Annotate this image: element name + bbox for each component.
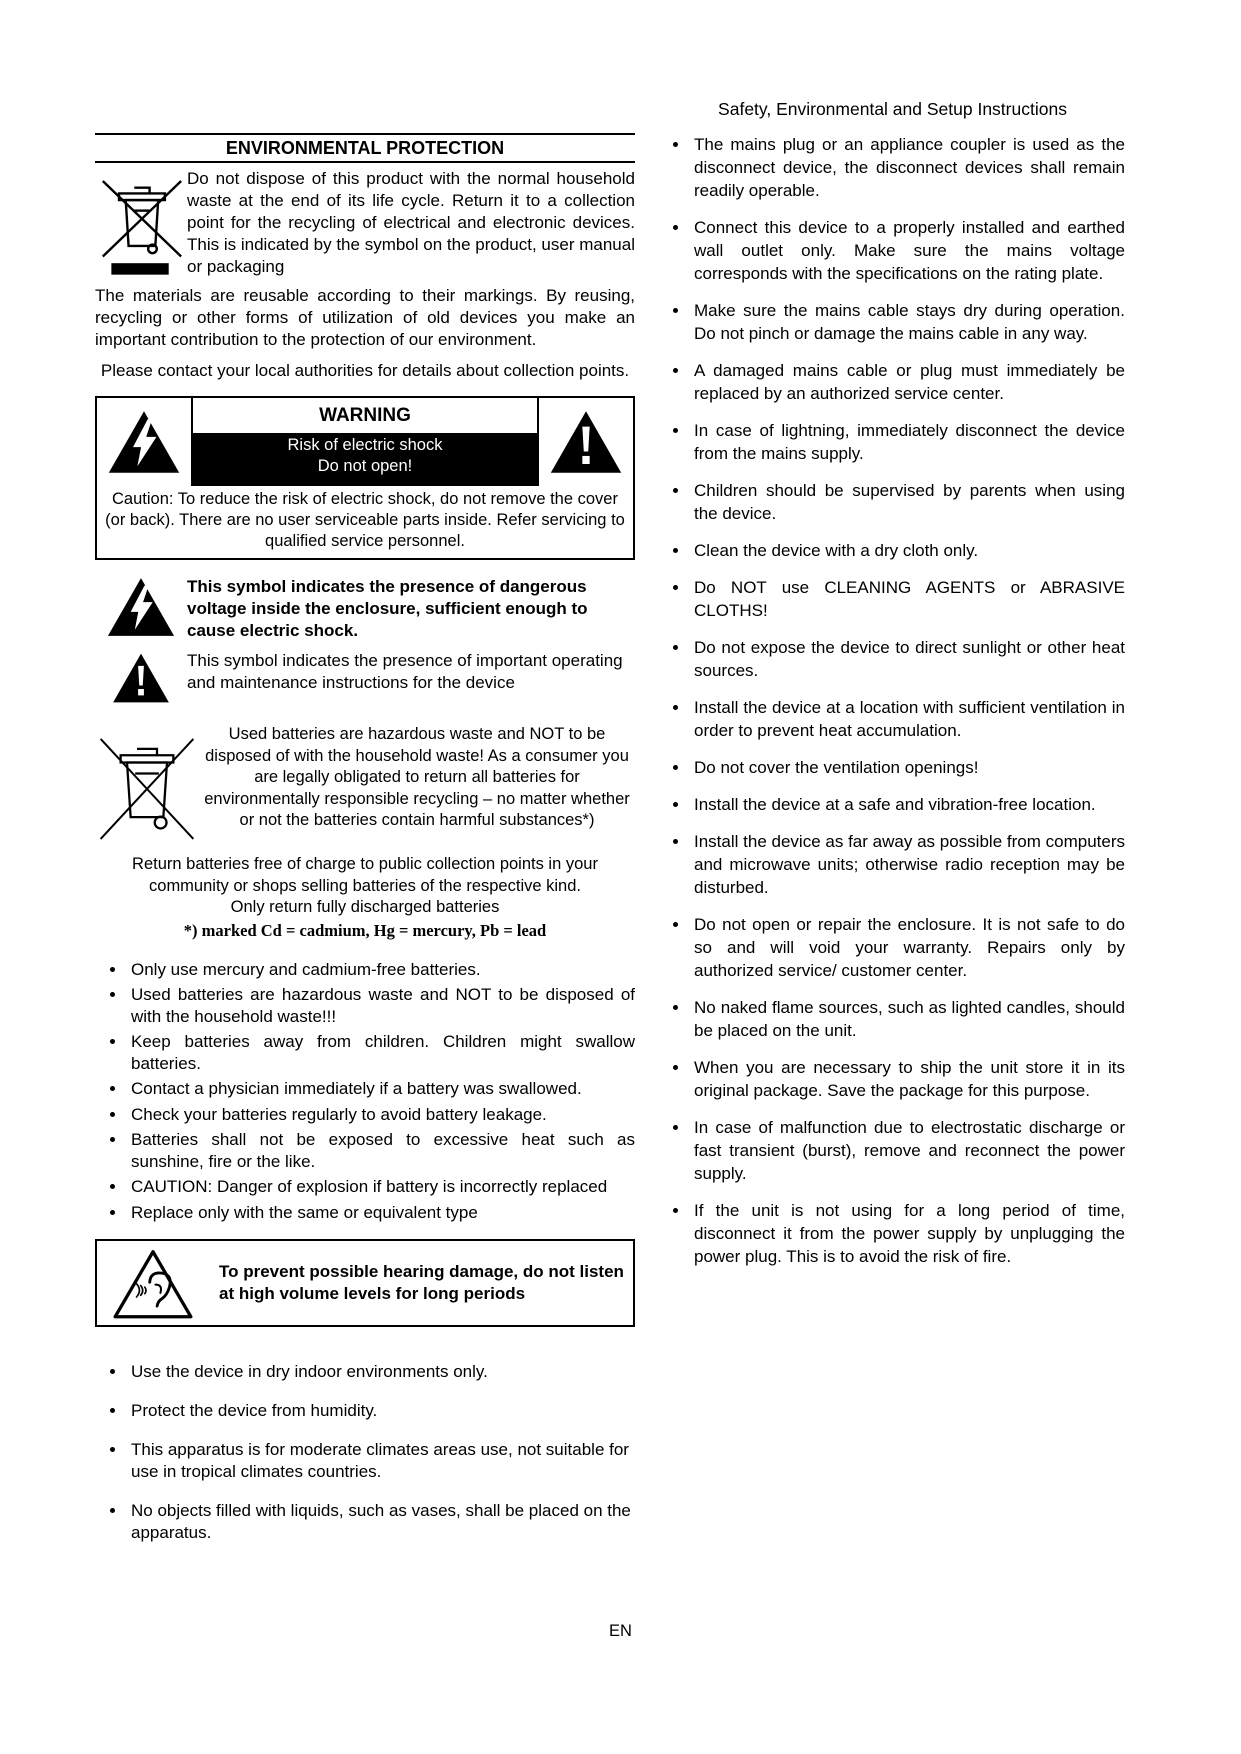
exclamation-triangle-icon [549, 409, 623, 475]
list-item: • No objects filled with liquids, such as vases, shall be placed on the apparatus. [127, 1500, 635, 1544]
lightning-triangle-icon [107, 409, 181, 475]
environment-bullet-list [95, 1361, 635, 1544]
electric-shock-warning-box [95, 396, 635, 560]
weee-crossed-out-bin-icon [95, 168, 187, 280]
warning-box-center [191, 398, 539, 486]
risk-of-electric-shock-banner [193, 433, 537, 486]
battery-discharged-line: Only return fully discharged batteries [230, 898, 500, 916]
crossed-out-bin-icon [97, 724, 197, 852]
hearing-damage-triangle-icon [105, 1246, 201, 1320]
list-item: • Contact a physician immediately if a battery was swallowed. [127, 1078, 635, 1100]
list-item: • Protect the device from humidity. [127, 1400, 635, 1422]
list-item: • Clean the device with a dry cloth only. [690, 539, 1125, 562]
hearing-damage-warning-box [95, 1239, 635, 1327]
maintenance-instructions-text: This symbol indicates the presence of important operating and maintenance instructions for the device [187, 651, 623, 692]
list-item: • No naked flame sources, such as lighted candles, should be placed on the unit. [690, 996, 1125, 1042]
battery-hazard-block [95, 724, 635, 852]
dangerous-voltage-note [95, 576, 635, 642]
list-item: • When you are necessary to ship the unit store it in its original package. Save the package for this purpose. [690, 1056, 1125, 1102]
list-item: • Install the device at a location with sufficient ventilation in order to prevent heat accumulation. [690, 696, 1125, 742]
hearing-damage-text: To prevent possible hearing damage, do not listen at high volume levels for long periods [219, 1262, 624, 1303]
list-item: • CAUTION: Danger of explosion if battery is incorrectly replaced [127, 1176, 635, 1198]
right-column [660, 98, 1125, 1282]
battery-bullet-list [95, 959, 635, 1224]
dangerous-voltage-text: This symbol indicates the presence of dangerous voltage inside the enclosure, sufficient enough to cause electric shock. [187, 577, 588, 640]
battery-return-paragraph: Return batteries free of charge to public collection points in your community or shops selling batteries of the respective kind. [132, 855, 598, 895]
warning-title: WARNING [193, 398, 537, 433]
crossed-out-bin-icon [95, 724, 199, 852]
list-item: • The mains plug or an appliance coupler is used as the disconnect device, the disconnect devices shall remain readily operable. [690, 133, 1125, 202]
list-item: • Do not cover the ventilation openings! [690, 756, 1125, 779]
battery-marking-note: *) marked Cd = cadmium, Hg = mercury, Pb = lead [183, 920, 547, 940]
list-item: • Batteries shall not be exposed to excessive heat such as sunshine, fire or the like. [127, 1129, 635, 1172]
weee-crossed-out-bin-icon [98, 168, 184, 280]
exclamation-triangle-icon [95, 650, 187, 706]
list-item: • Do not expose the device to direct sunlight or other heat sources. [690, 636, 1125, 682]
list-item: • Replace only with the same or equivalent type [127, 1202, 635, 1224]
list-item: • Use the device in dry indoor environments only. [127, 1361, 635, 1383]
risk-line-2: Do not open! [317, 457, 413, 475]
battery-hazard-paragraph: Used batteries are hazardous waste and NOT to be disposed of with the household waste! As a consumer you are legally obligated to return all batteries for environmentally responsible recycling – no matter whether or not the batteries contain harmful substances*) [204, 725, 630, 829]
list-item: • Do NOT use CLEANING AGENTS or ABRASIVE CLOTHS! [690, 576, 1125, 622]
warning-box-top-row [97, 398, 633, 486]
left-column [95, 133, 635, 1561]
page-footer-language-code: EN [609, 1622, 632, 1640]
environmental-protection-heading: ENVIRONMENTAL PROTECTION [95, 133, 635, 163]
exclamation-triangle-icon [112, 650, 170, 706]
list-item: • Used batteries are hazardous waste and NOT to be disposed of with the household waste!!! [127, 984, 635, 1027]
lightning-triangle-icon [106, 576, 176, 638]
materials-paragraph: The materials are reusable according to their markings. By reusing, recycling or other forms of utilization of old devices you make an important contribution to the protection of our environment. [95, 286, 635, 349]
list-item: • This apparatus is for moderate climates areas use, not suitable for use in tropical climates countries. [127, 1439, 635, 1483]
list-item: • Install the device as far away as possible from computers and microwave units; otherwise radio reception may be disturbed. [690, 830, 1125, 899]
list-item: • In case of lightning, immediately disconnect the device from the mains supply. [690, 419, 1125, 465]
risk-line-1: Risk of electric shock [287, 436, 443, 454]
exclamation-triangle-icon [539, 398, 633, 486]
lightning-triangle-icon [95, 576, 187, 638]
list-item: • Make sure the mains cable stays dry during operation. Do not pinch or damage the mains cable in any way. [690, 299, 1125, 345]
list-item: • A damaged mains cable or plug must immediately be replaced by an authorized service center. [690, 359, 1125, 405]
safety-instructions-heading: Safety, Environmental and Setup Instructions [718, 99, 1067, 119]
list-item: • Children should be supervised by parents when using the device. [690, 479, 1125, 525]
hearing-damage-triangle-icon [111, 1246, 195, 1320]
lightning-triangle-icon [97, 398, 191, 486]
list-item: • Check your batteries regularly to avoid battery leakage. [127, 1104, 635, 1126]
list-item: • Install the device at a safe and vibration-free location. [690, 793, 1125, 816]
list-item: • Do not open or repair the enclosure. It is not safe to do so and will void your warranty. Repairs only by authorized service/ customer center. [690, 913, 1125, 982]
list-item: • If the unit is not using for a long period of time, disconnect it from the power supply by unplugging the power plug. This is to avoid the risk of fire. [690, 1199, 1125, 1268]
list-item: • Keep batteries away from children. Children might swallow batteries. [127, 1031, 635, 1074]
safety-bullet-list [660, 133, 1125, 1268]
list-item: • In case of malfunction due to electrostatic discharge or fast transient (burst), remove and reconnect the power supply. [690, 1116, 1125, 1185]
disposal-paragraph: Do not dispose of this product with the normal household waste at the end of its life cycle. Return it to a collection point for the recycling of electrical and electronic devices. This is indicated by the symbol on the product, user manual or packaging [187, 169, 635, 276]
list-item: • Only use mercury and cadmium-free batteries. [127, 959, 635, 981]
list-item: • Connect this device to a properly installed and earthed wall outlet only. Make sure the mains voltage corresponds with the specifications on the rating plate. [690, 216, 1125, 285]
contact-authorities-paragraph: Please contact your local authorities for details about collection points. [100, 361, 630, 380]
weee-disposal-block [95, 168, 635, 280]
caution-text: Caution: To reduce the risk of electric shock, do not remove the cover (or back). There are no user serviceable parts inside. Refer servicing to qualified service personnel. [105, 490, 625, 550]
maintenance-instructions-note [95, 650, 635, 706]
